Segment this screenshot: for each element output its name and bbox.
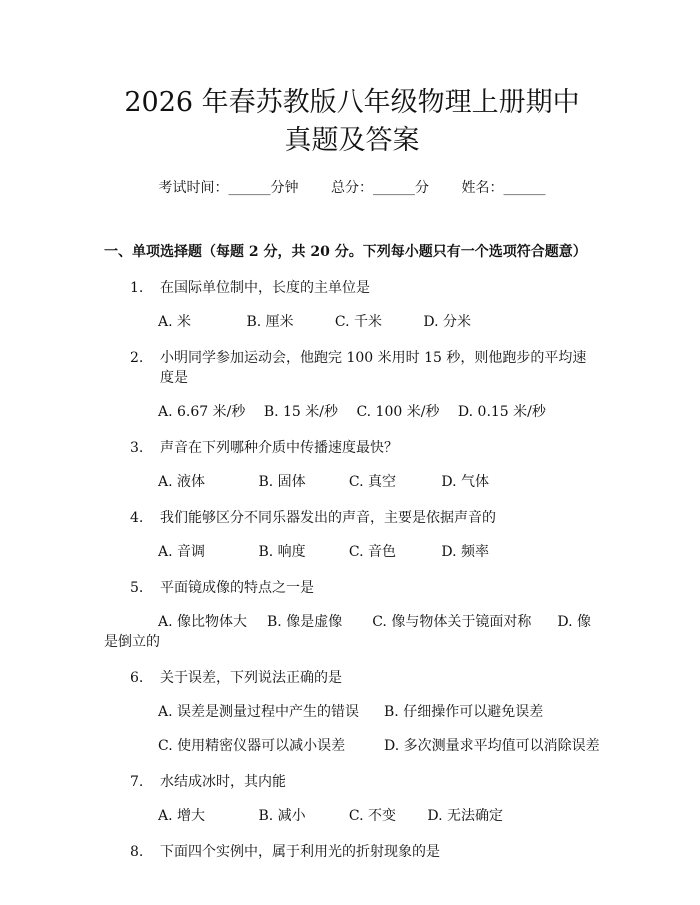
options	[104, 612, 600, 652]
question-text: 我们能够区分不同乐器发出的声音，主要是依据声音的	[160, 510, 496, 526]
option-a: A. 6.67 米/秒	[158, 404, 246, 420]
question-7	[104, 772, 600, 826]
options	[104, 312, 600, 332]
option-b: B. 响度	[258, 544, 306, 560]
option-d: D. 0.15 米/秒	[457, 404, 546, 420]
page-title: 2026 年春苏教版八年级物理上册期中真题及答案	[124, 87, 580, 156]
option-c: C. 不变	[348, 808, 397, 824]
question-number: 8.	[130, 844, 144, 860]
option-c: C. 千米	[334, 314, 383, 330]
exam-meta	[104, 178, 600, 198]
question-number: 6.	[130, 670, 144, 686]
option-b: B. 减小	[258, 808, 306, 824]
option-c: C. 100 米/秒	[356, 404, 440, 420]
question-number: 1.	[130, 280, 144, 296]
option-d: D. 气体	[441, 474, 489, 490]
option-a: A. 液体	[158, 474, 206, 490]
question-4	[104, 508, 600, 562]
options	[104, 806, 600, 826]
options	[104, 702, 600, 722]
student-name: 姓名：______	[461, 180, 546, 196]
question-8	[104, 842, 600, 862]
question-number: 4.	[130, 510, 144, 526]
question-5	[104, 578, 600, 652]
option-d: D. 无法确定	[427, 808, 503, 824]
option-d: D. 像是倒立的	[104, 614, 591, 650]
question-text: 下面四个实例中，属于利用光的折射现象的是	[160, 844, 440, 860]
question-1	[104, 278, 600, 332]
question-text: 声音在下列哪种介质中传播速度最快？	[160, 440, 398, 456]
question-text: 关于误差，下列说法正确的是	[160, 670, 342, 686]
question-text: 水结成冰时，其内能	[160, 774, 286, 790]
option-a: A. 米	[158, 314, 192, 330]
question-6	[104, 668, 600, 756]
option-b: B. 15 米/秒	[263, 404, 338, 420]
option-c: C. 像与物体关于镜面对称	[372, 614, 532, 630]
option-d: D. 分米	[423, 314, 471, 330]
options	[104, 402, 600, 422]
option-b: B. 厘米	[246, 314, 294, 330]
option-b: B. 像是虚像	[267, 614, 343, 630]
options	[104, 472, 600, 492]
exam-time: 考试时间：______分钟	[158, 180, 299, 196]
option-a: A. 误差是测量过程中产生的错误	[158, 704, 360, 720]
question-number: 7.	[130, 774, 144, 790]
question-3	[104, 438, 600, 492]
question-number: 5.	[130, 580, 144, 596]
option-b: B. 仔细操作可以避免误差	[384, 704, 544, 720]
option-c: C. 真空	[348, 474, 397, 490]
question-number: 2.	[130, 350, 144, 366]
option-d: D. 多次测量求平均值可以消除误差	[384, 738, 600, 754]
option-a: A. 音调	[158, 544, 206, 560]
section-heading: 一、单项选择题（每题 2 分，共 20 分。下列每小题只有一个选项符合题意）	[104, 244, 587, 260]
question-text: 小明同学参加运动会，他跑完 100 米用时 15 秒，则他跑步的平均速度是	[160, 350, 587, 386]
option-b: B. 固体	[258, 474, 306, 490]
option-a: A. 像比物体大	[158, 614, 248, 630]
option-c: C. 使用精密仪器可以减小误差	[158, 738, 346, 754]
option-a: A. 增大	[158, 808, 206, 824]
option-d: D. 频率	[441, 544, 489, 560]
question-text: 平面镜成像的特点之一是	[160, 580, 314, 596]
options	[104, 542, 600, 562]
question-2	[104, 348, 600, 422]
options	[104, 736, 600, 756]
question-number: 3.	[130, 440, 144, 456]
exam-score: 总分：______分	[331, 180, 429, 196]
option-c: C. 音色	[348, 544, 397, 560]
question-text: 在国际单位制中，长度的主单位是	[160, 280, 370, 296]
